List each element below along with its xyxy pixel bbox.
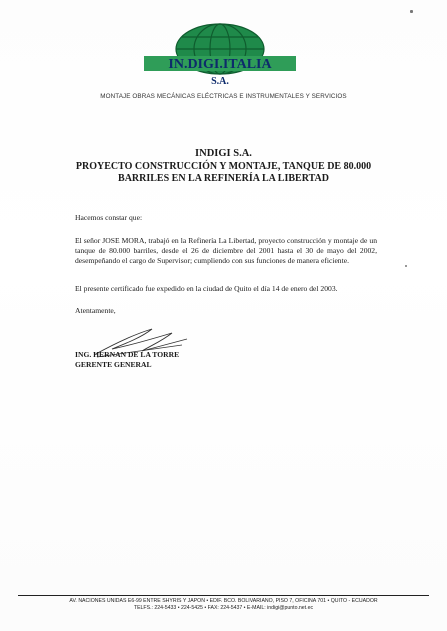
signatory <box>75 350 179 370</box>
signatory-name: ING. HERNAN DE LA TORRE <box>75 350 180 359</box>
project-title-line-1: PROYECTO CONSTRUCCIÓN Y MONTAJE, TANQUE DE 80.000 <box>75 161 372 172</box>
logo-suffix-text: S.A. <box>211 76 229 87</box>
logo-name-text: IN.DIGI.ITALIA <box>168 57 272 72</box>
company-tagline: MONTAJE OBRAS MECÁNICAS ELÉCTRICAS E INSTRUMENTALES Y SERVICIOS <box>100 93 347 100</box>
project-title-line-2: BARRILES EN LA REFINERÍA LA LIBERTAD <box>118 173 329 184</box>
footer-contact-line: TELFS.: 224-5433 • 224-5425 • FAX: 224-5437 • E-MAIL: indigi@punto.net.ec <box>133 605 314 611</box>
intro-paragraph: Hacemos constar que: <box>75 213 143 222</box>
issued-paragraph: El presente certificado fue expedido en la ciudad de Quito el día 14 de enero del 2003. <box>75 284 338 293</box>
signatory-title: GERENTE GENERAL <box>75 360 152 369</box>
globe-logo-icon <box>140 22 300 92</box>
scan-speck <box>405 265 407 267</box>
footer-address <box>0 598 447 612</box>
closing-text: Atentamente, <box>75 306 116 315</box>
company-heading: INDIGI S.A. <box>195 148 252 159</box>
project-title <box>60 161 387 185</box>
scan-speck <box>410 10 413 13</box>
statement-paragraph: El señor JOSE MORA, trabajó en la Refinería La Libertad, proyecto construcción y montaje de un tanque de 80.000 barriles, desde el 26 de diciembre del 2001 hasta el 30 de mayo del 2002, desempeñando el cargo de Supervisor; cumpliendo con sus funciones de manera eficiente. <box>75 236 377 265</box>
footer-divider <box>18 595 429 596</box>
footer-address-line: AV. NACIONES UNIDAS E6-99 ENTRE SHYRIS Y JAPON • EDIF. BCO. BOLIVARIANO, PISO 7, OFICINA 701 • QUITO - ECUADOR <box>69 598 378 604</box>
company-logo <box>140 22 300 92</box>
